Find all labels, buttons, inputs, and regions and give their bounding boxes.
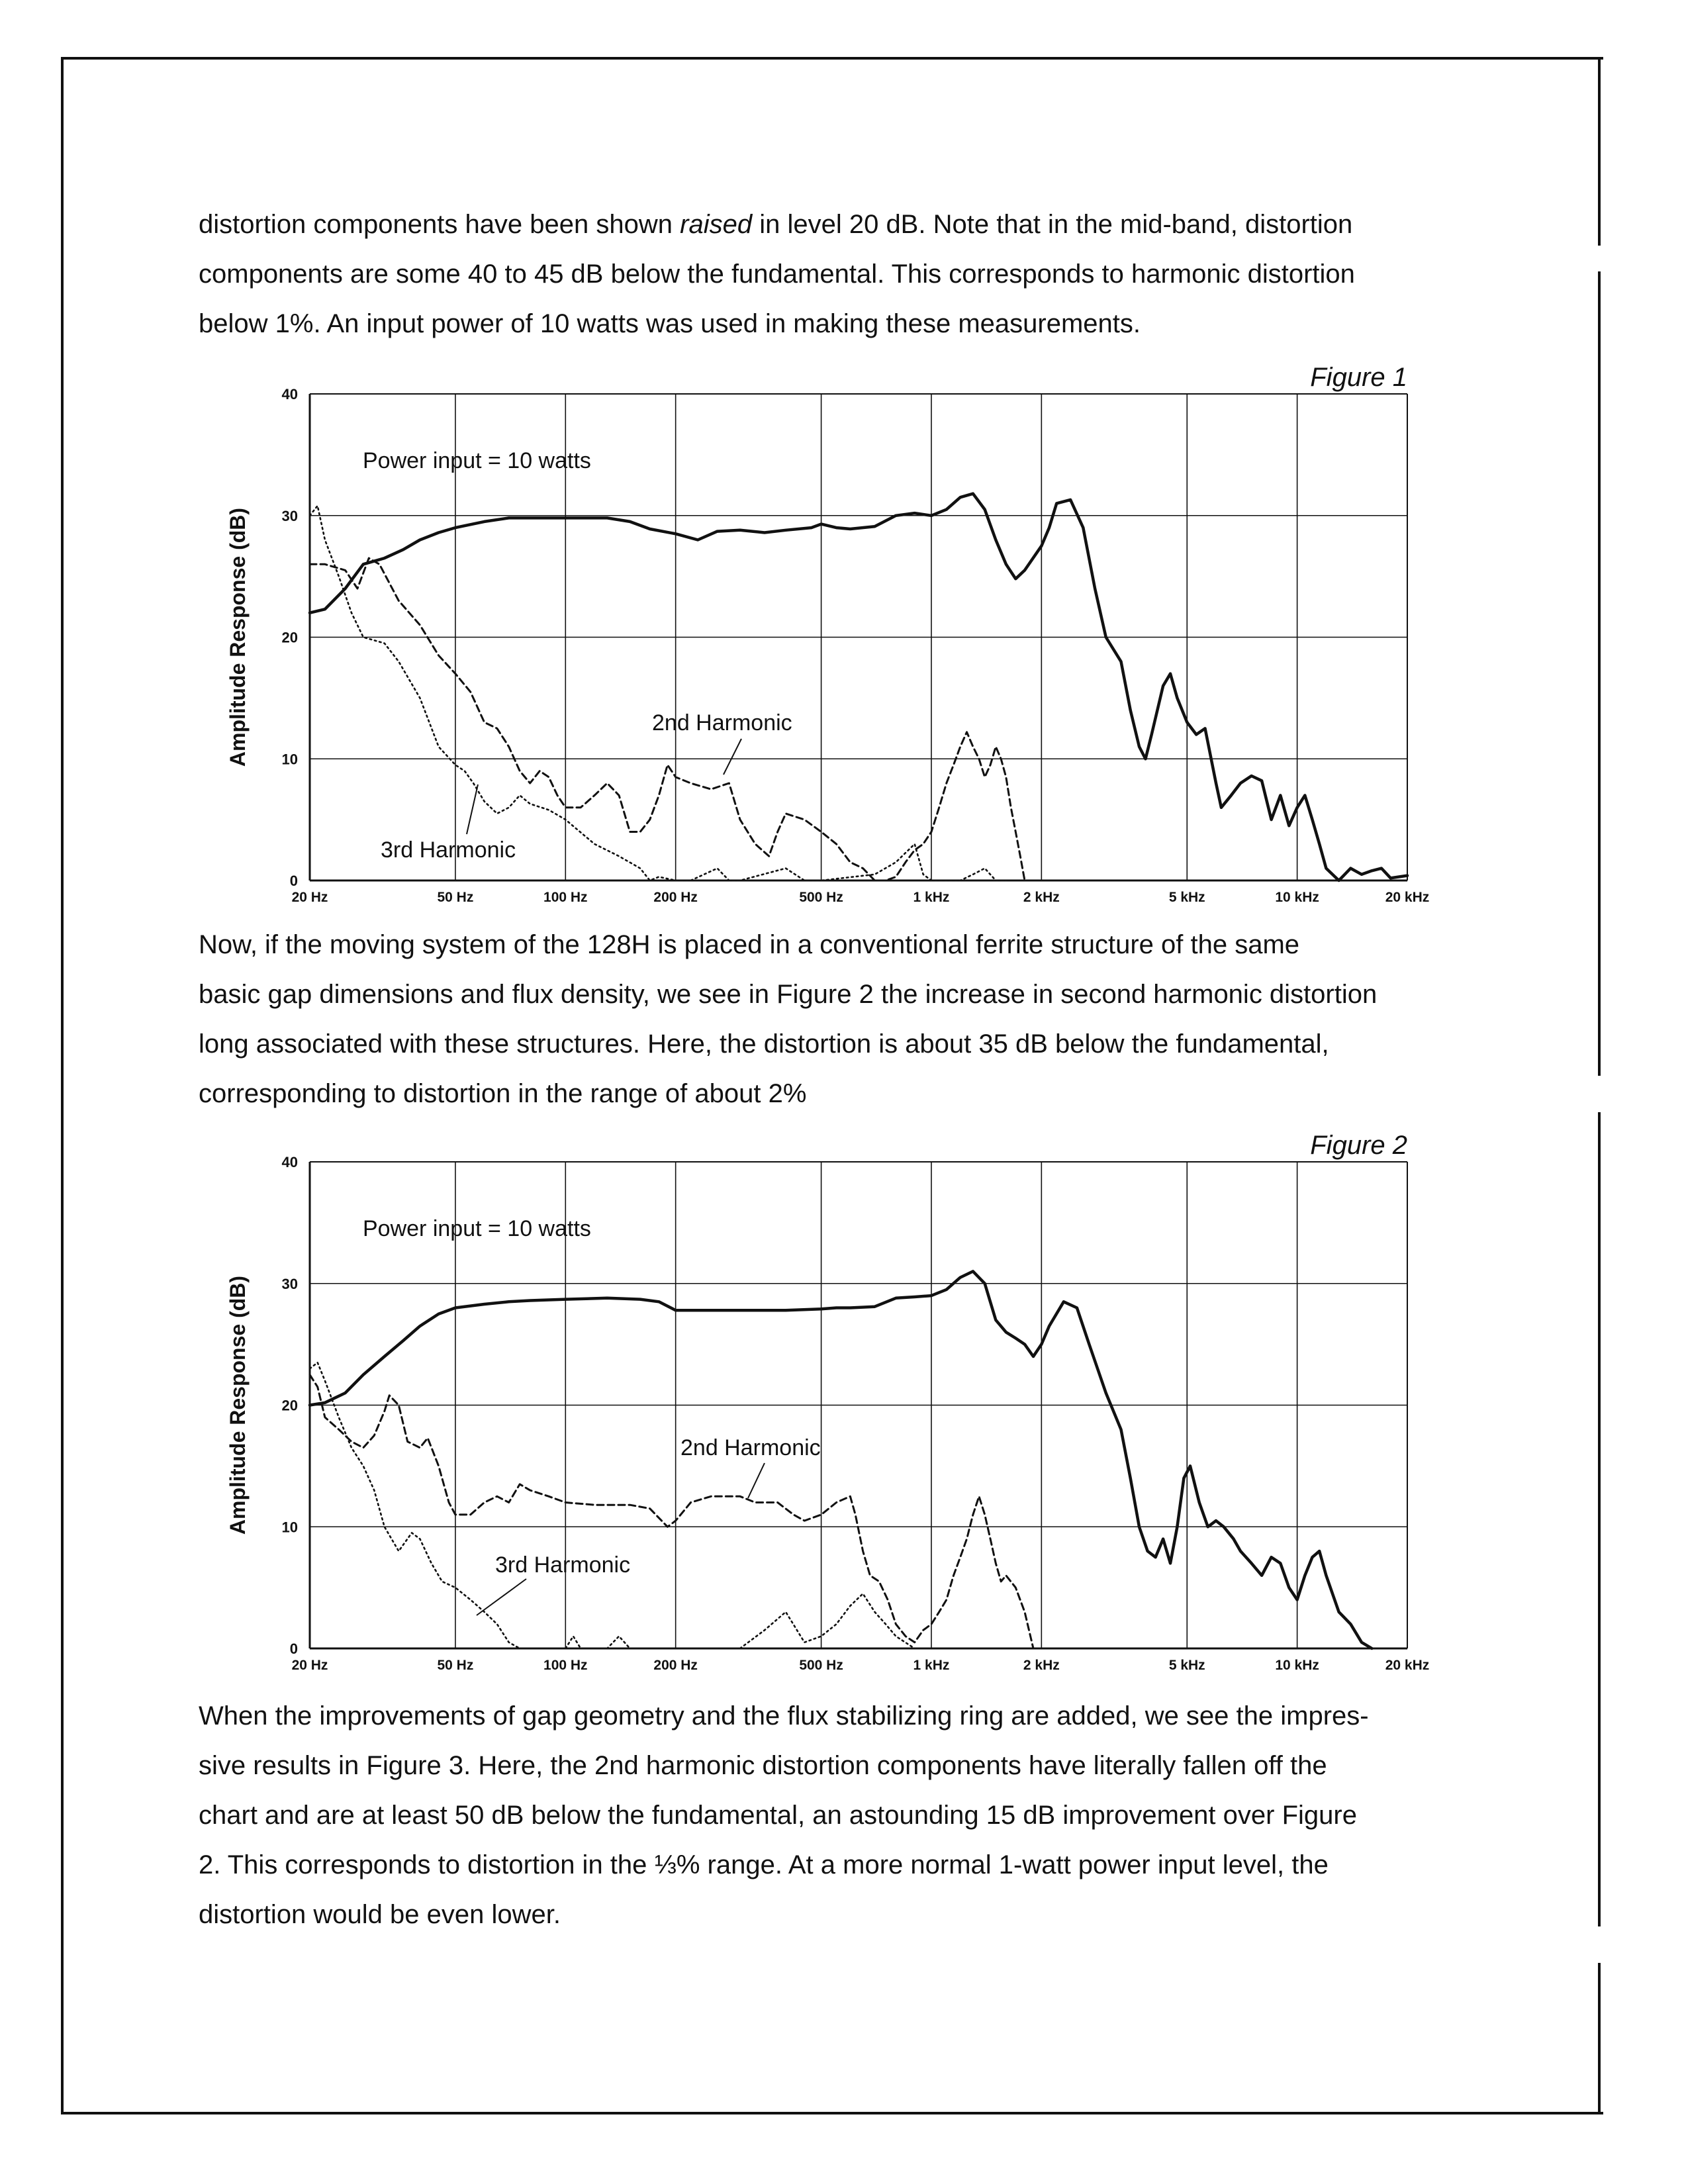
y-tick-label: 40 (281, 1154, 298, 1170)
y-tick-label: 10 (281, 1519, 298, 1536)
x-tick-label: 1 kHz (913, 1658, 950, 1673)
text-run: distortion components have been shown (199, 210, 680, 239)
label-3rd-harmonic: 3rd Harmonic (495, 1552, 631, 1578)
x-tick-label: 20 kHz (1385, 890, 1430, 905)
label-2nd-harmonic: 2nd Harmonic (652, 710, 792, 736)
power-input-annotation: Power input = 10 watts (363, 1216, 591, 1241)
y-tick-label: 20 (281, 629, 298, 646)
x-tick-label: 10 kHz (1275, 890, 1319, 905)
emphasis-text: raised (680, 210, 753, 239)
x-tick-label: 10 kHz (1275, 1658, 1319, 1673)
y-tick-label: 20 (281, 1397, 298, 1414)
paragraph-line: below 1%. An input power of 10 watts was used in making these measurements. (199, 309, 1141, 338)
series-line-2nd-harmonic (310, 1375, 1033, 1648)
figure-title: Figure 1 (1310, 363, 1407, 392)
paragraph-line: components are some 40 to 45 dB below the fundamental. This corresponds to harmonic distortion (199, 260, 1355, 289)
paragraph-line: chart and are at least 50 dB below the fundamental, an astounding 15 dB improvement over Figure (199, 1801, 1357, 1830)
series-line-3rd-harmonic (310, 506, 1006, 880)
figure-title: Figure 2 (1310, 1131, 1407, 1160)
paragraph-line: When the improvements of gap geometry and the flux stabilizing ring are added, we see the impres- (199, 1701, 1369, 1731)
figure-2-chart (0, 1122, 1684, 1695)
paragraph-line: corresponding to distortion in the range of about 2% (199, 1079, 807, 1108)
y-axis-label: Amplitude Response (dB) (226, 507, 250, 767)
paragraph-3 (199, 1691, 1463, 1940)
x-tick-label: 500 Hz (799, 890, 843, 905)
x-tick-label: 500 Hz (799, 1658, 843, 1673)
y-tick-label: 0 (289, 873, 298, 889)
series-line-fundamental (310, 1271, 1372, 1648)
paragraph-line (199, 200, 1463, 250)
leader-line-3rd-harmonic (467, 784, 478, 834)
series-line-fundamental (310, 494, 1407, 880)
x-tick-label: 20 Hz (291, 1658, 328, 1673)
label-2nd-harmonic: 2nd Harmonic (680, 1435, 821, 1460)
x-tick-label: 20 kHz (1385, 1658, 1430, 1673)
y-tick-label: 0 (289, 1640, 298, 1657)
label-3rd-harmonic: 3rd Harmonic (381, 837, 516, 863)
x-tick-label: 200 Hz (653, 1658, 698, 1673)
paragraph-line: sive results in Figure 3. Here, the 2nd harmonic distortion components have literally fallen off the (199, 1751, 1327, 1780)
page-border-right-bottom (1598, 1963, 1601, 2112)
y-tick-label: 30 (281, 1275, 298, 1292)
x-tick-label: 100 Hz (543, 1658, 588, 1673)
text-run: in level 20 dB. Note that in the mid-band, distortion (752, 210, 1353, 239)
paragraph-line: distortion would be even lower. (199, 1900, 561, 1929)
page-border-right-upper (1598, 57, 1601, 246)
x-tick-label: 2 kHz (1023, 890, 1060, 905)
x-tick-label: 200 Hz (653, 890, 698, 905)
figure-1-chart (0, 351, 1684, 937)
power-input-annotation: Power input = 10 watts (363, 448, 591, 473)
y-tick-label: 10 (281, 751, 298, 768)
x-tick-label: 50 Hz (437, 890, 474, 905)
figure-1-svg (0, 351, 1684, 933)
x-tick-label: 50 Hz (437, 1658, 474, 1673)
paragraph-1 (199, 200, 1463, 349)
x-tick-label: 5 kHz (1168, 890, 1205, 905)
y-tick-label: 40 (281, 386, 298, 403)
x-tick-label: 20 Hz (291, 890, 328, 905)
x-tick-label: 100 Hz (543, 890, 588, 905)
leader-line-2nd-harmonic (724, 739, 741, 775)
paragraph-2 (199, 920, 1463, 1119)
y-axis-label: Amplitude Response (dB) (226, 1275, 250, 1535)
x-tick-label: 2 kHz (1023, 1658, 1060, 1673)
paragraph-line: Now, if the moving system of the 128H is placed in a conventional ferrite structure of the same (199, 930, 1300, 959)
figure-2-svg (0, 1122, 1684, 1691)
y-tick-label: 30 (281, 507, 298, 524)
x-tick-label: 1 kHz (913, 890, 950, 905)
paragraph-line: 2. This corresponds to distortion in the ⅓% range. At a more normal 1-watt power input level, the (199, 1850, 1329, 1879)
leader-line-2nd-harmonic (748, 1463, 765, 1498)
paragraph-line: basic gap dimensions and flux density, we see in Figure 2 the increase in second harmonic distortion (199, 980, 1378, 1009)
leader-line-3rd-harmonic (477, 1579, 526, 1615)
x-tick-label: 5 kHz (1168, 1658, 1205, 1673)
paragraph-line: long associated with these structures. Here, the distortion is about 35 dB below the fundamental, (199, 1029, 1329, 1059)
